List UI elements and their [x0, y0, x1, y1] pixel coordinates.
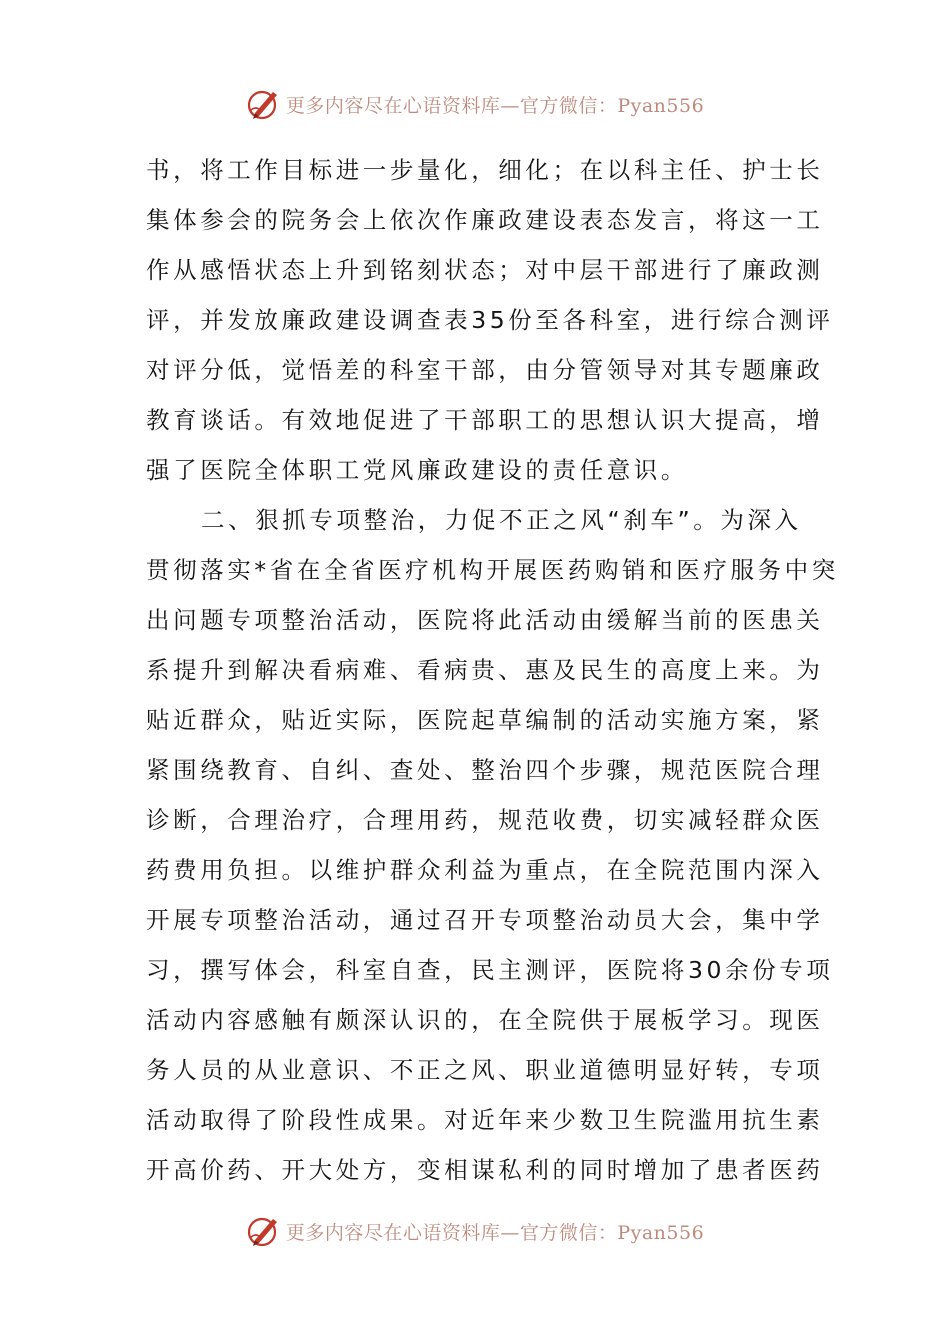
pen-logo-icon: [246, 1213, 282, 1249]
text-line: 对评分低，觉悟差的科室干部，由分管领导对其专题廉政: [146, 356, 824, 384]
text-line: 贯彻落实*省在全省医疗机构开展医药购销和医疗服务中突: [146, 556, 839, 584]
text-line: 教育谈话。有效地促进了干部职工的思想认识大提高，增: [146, 406, 824, 434]
text-line: 务人员的从业意识、不正之风、职业道德明显好转，专项: [146, 1056, 824, 1084]
document-body: [146, 145, 839, 1195]
text-line: 书，将工作目标进一步量化，细化；在以科主任、护士长: [146, 156, 824, 184]
text-line: 活动内容感触有颇深认识的，在全院供于展板学习。现医: [146, 1006, 824, 1034]
text-line: 活动取得了阶段性成果。对近年来少数卫生院滥用抗生素: [146, 1106, 824, 1134]
pen-logo-icon: [246, 86, 282, 122]
text-line: 开展专项整治活动，通过召开专项整治动员大会，集中学: [146, 906, 824, 934]
text-line: 紧围绕教育、自纠、查处、整治四个步骤，规范医院合理: [146, 756, 824, 784]
watermark-text: 更多内容尽在心语资料库—官方微信：Pyan556: [285, 94, 705, 117]
watermark-text: 更多内容尽在心语资料库—官方微信：Pyan556: [285, 1221, 705, 1244]
paragraph-heading-line: 二、狠抓专项整治，力促不正之风“刹车”。为深入: [201, 506, 802, 534]
text-line: 作从感悟状态上升到铭刻状态；对中层干部进行了廉政测: [146, 256, 824, 284]
footer-watermark-banner: [0, 1211, 950, 1251]
text-line: 开高价药、开大处方，变相谋私利的同时增加了患者医药: [146, 1156, 824, 1184]
header-watermark-banner: [0, 84, 950, 124]
text-line: 诊断，合理治疗，合理用药，规范收费，切实减轻群众医: [146, 806, 824, 834]
text-line: 贴近群众，贴近实际，医院起草编制的活动实施方案，紧: [146, 706, 824, 734]
text-line: 集体参会的院务会上依次作廉政建设表态发言，将这一工: [146, 206, 824, 234]
text-line: 强了医院全体职工党风廉政建设的责任意识。: [146, 456, 688, 484]
text-line: 评，并发放廉政建设调查表35份至各科室，进行综合测评: [146, 306, 834, 334]
text-line: 出问题专项整治活动，医院将此活动由缓解当前的医患关: [146, 606, 824, 634]
text-line: 系提升到解决看病难、看病贵、惠及民生的高度上来。为: [146, 656, 824, 684]
text-line: 药费用负担。以维护群众利益为重点，在全院范围内深入: [146, 856, 824, 884]
text-line: 习，撰写体会，科室自查，民主测评，医院将30余份专项: [146, 956, 834, 984]
